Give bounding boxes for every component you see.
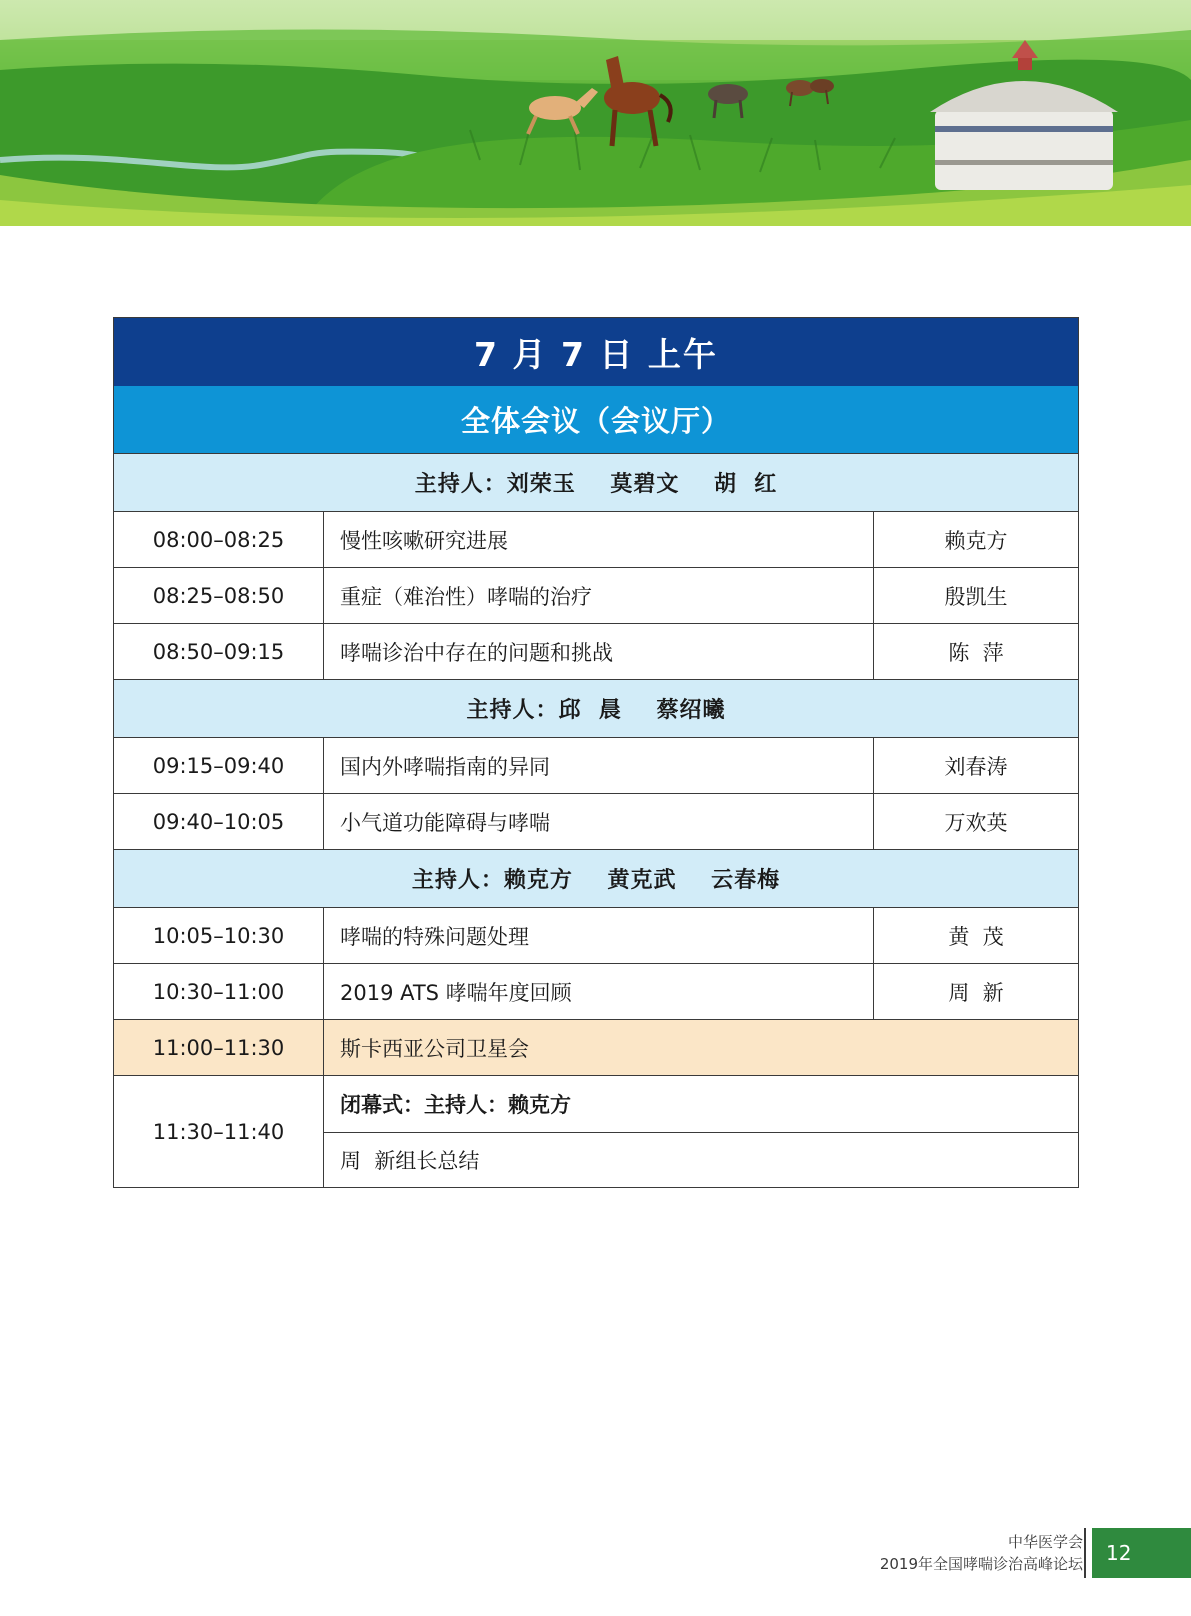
table-row bbox=[114, 907, 1078, 963]
time-cell: 08:25–08:50 bbox=[114, 568, 324, 623]
topic-cell: 国内外哮喘指南的异同 bbox=[324, 738, 874, 793]
table-row bbox=[114, 511, 1078, 567]
host-row bbox=[114, 679, 1078, 737]
grassland-illustration bbox=[0, 0, 1191, 226]
table-row bbox=[114, 623, 1078, 679]
schedule-table bbox=[113, 317, 1079, 1188]
table-row bbox=[114, 567, 1078, 623]
time-cell: 08:00–08:25 bbox=[114, 512, 324, 567]
host-names: 主持人：赖克方 黄克武 云春梅 bbox=[411, 868, 781, 893]
footer-text bbox=[880, 1531, 1083, 1575]
closing-row bbox=[114, 1075, 1078, 1187]
topic-cell: 哮喘诊治中存在的问题和挑战 bbox=[324, 624, 874, 679]
footer-event: 2019年全国哮喘诊治高峰论坛 bbox=[879, 1555, 1083, 1573]
topic-cell: 小气道功能障碍与哮喘 bbox=[324, 794, 874, 849]
host-row bbox=[114, 453, 1078, 511]
closing-title: 闭幕式：主持人：赖克方 bbox=[340, 1092, 571, 1117]
time-cell: 09:40–10:05 bbox=[114, 794, 324, 849]
topic-cell: 慢性咳嗽研究进展 bbox=[324, 512, 874, 567]
speaker-cell: 刘春涛 bbox=[944, 754, 1008, 779]
topic-cell: 重症（难治性）哮喘的治疗 bbox=[324, 568, 874, 623]
table-row bbox=[114, 737, 1078, 793]
schedule-title: 7 月 7 日 上午 bbox=[114, 318, 1078, 386]
closing-item: 周 新组长总结 bbox=[324, 1132, 1078, 1188]
footer-divider bbox=[1084, 1528, 1086, 1578]
speaker-cell: 黄 茂 bbox=[948, 924, 1004, 949]
speaker-cell: 万欢英 bbox=[944, 810, 1008, 835]
host-names: 主持人：刘荣玉 莫碧文 胡 红 bbox=[414, 472, 778, 497]
sponsor-row bbox=[114, 1019, 1078, 1075]
session-title: 全体会议（会议厅） bbox=[114, 386, 1078, 453]
speaker-cell: 赖克方 bbox=[944, 528, 1008, 553]
table-row bbox=[114, 963, 1078, 1019]
time-cell: 10:05–10:30 bbox=[114, 908, 324, 963]
sponsor-topic: 斯卡西亚公司卫星会 bbox=[340, 1036, 529, 1061]
time-cell: 09:15–09:40 bbox=[114, 738, 324, 793]
closing-details bbox=[324, 1076, 1078, 1187]
time-cell: 11:00–11:30 bbox=[114, 1020, 324, 1075]
topic-cell: 2019 ATS 哮喘年度回顾 bbox=[324, 964, 874, 1019]
speaker-cell: 周 新 bbox=[948, 980, 1004, 1005]
page-number: 12 bbox=[1092, 1528, 1191, 1578]
host-row bbox=[114, 849, 1078, 907]
header-banner bbox=[0, 0, 1191, 226]
table-row bbox=[114, 793, 1078, 849]
time-cell: 10:30–11:00 bbox=[114, 964, 324, 1019]
time-cell: 08:50–09:15 bbox=[114, 624, 324, 679]
speaker-cell: 陈 萍 bbox=[948, 640, 1004, 665]
footer-org: 中华医学会 bbox=[1007, 1533, 1083, 1551]
topic-cell: 哮喘的特殊问题处理 bbox=[324, 908, 874, 963]
time-cell: 11:30–11:40 bbox=[114, 1076, 324, 1187]
host-names: 主持人：邱 晨 蔡绍曦 bbox=[466, 698, 726, 723]
speaker-cell: 殷凯生 bbox=[944, 584, 1008, 609]
